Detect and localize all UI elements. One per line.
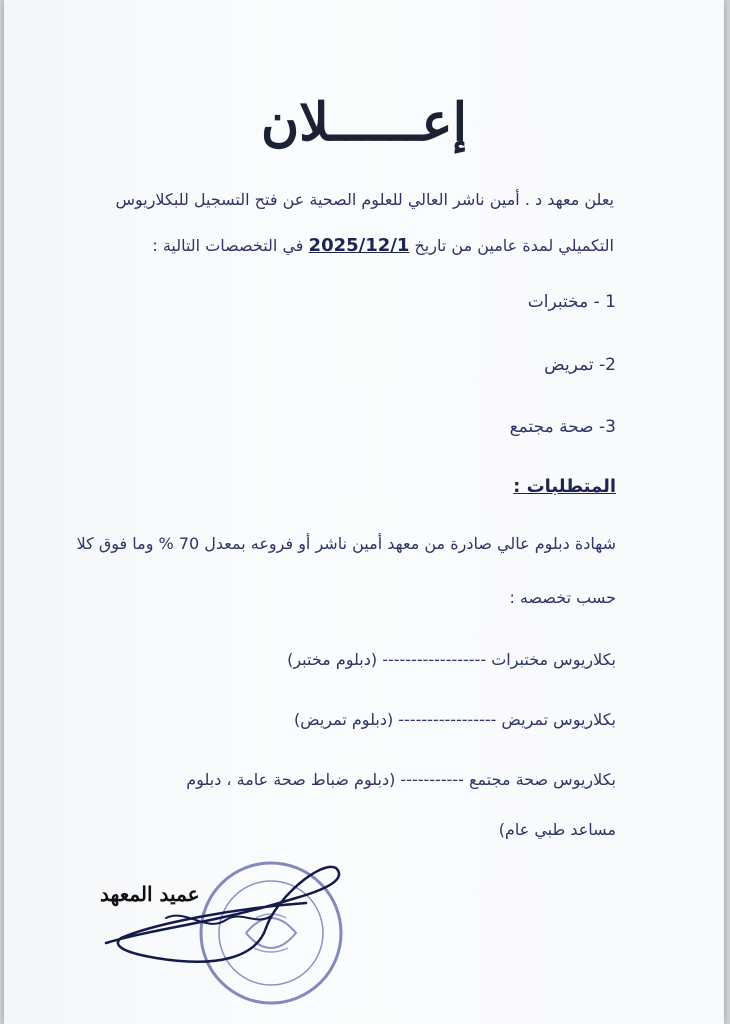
specialty-item: 1 - مختبرات [527, 292, 616, 312]
bachelor-line: بكلاريوس صحة مجتمع ----------- (دبلوم ضباط صحة عامة ، دبلوم [186, 770, 616, 789]
specialty-item: 3- صحة مجتمع [509, 417, 616, 437]
intro-line-1: يعلن معهد د . أمين ناشر العالي للعلوم الصحية عن فتح التسجيل للبكلاريوس [115, 190, 614, 209]
intro-line-2-end: في التخصصات التالية : [152, 236, 304, 255]
stamp-seal [201, 863, 341, 1003]
bachelor-line: مساعد طبي عام) [498, 820, 616, 839]
announcement-title: إعــــــلان [260, 92, 468, 153]
intro-line-2 [152, 235, 614, 256]
official-stamp [96, 838, 356, 1008]
bachelor-line: بكلاريوس تمريض ----------------- (دبلوم تمريض) [293, 710, 616, 729]
requirement-line: شهادة دبلوم عالي صادرة من معهد أمين ناشر أو فروعه بمعدل 70 % وما فوق كلا [76, 534, 616, 553]
requirement-line: حسب تخصصه : [509, 588, 616, 607]
specialty-item: 2- تمريض [544, 355, 616, 375]
requirements-heading: المتطلبات : [513, 476, 616, 497]
start-date: 2025/12/1 [308, 235, 410, 256]
document-page [4, 0, 724, 1024]
bachelor-line: بكلاريوس مختبرات ------------------ (دبلوم مختبر) [287, 650, 616, 669]
intro-line-2-start: التكميلي لمدة عامين من تاريخ [414, 236, 614, 255]
signature-title: عميد المعهد [100, 882, 200, 906]
